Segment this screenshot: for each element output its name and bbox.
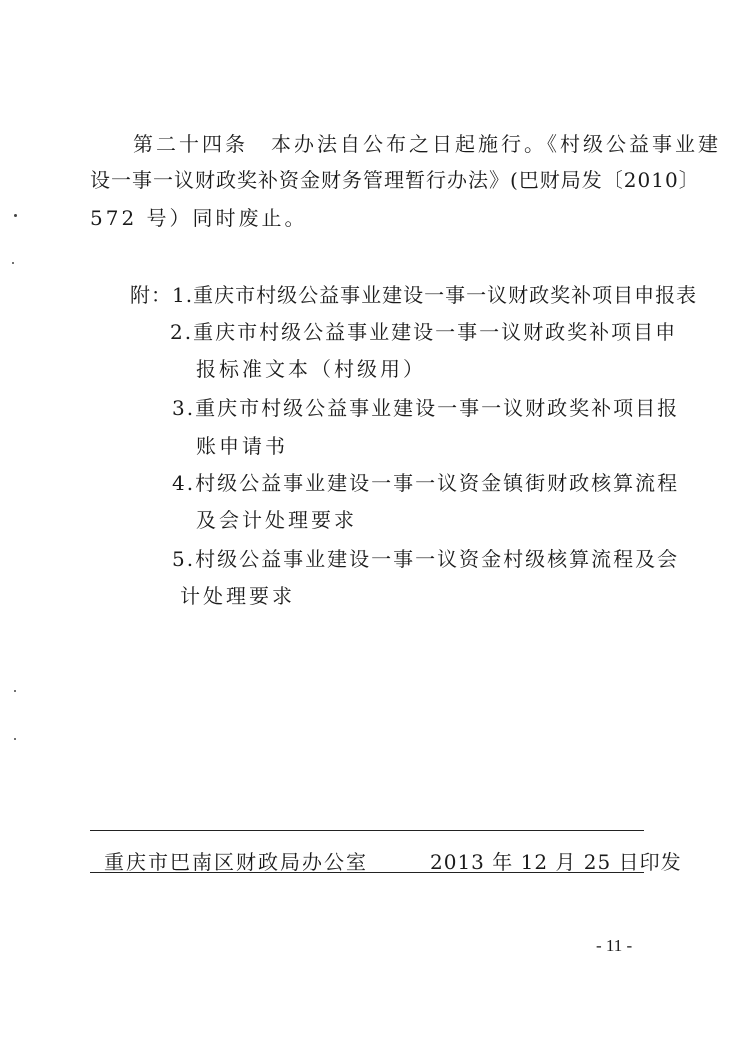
attachment-line-1: 附：1.重庆市村级公益事业建设一事一议财政奖补项目申报表 bbox=[130, 283, 698, 307]
attachment-line-4: 3.重庆市村级公益事业建设一事一议财政奖补项目报 bbox=[172, 396, 680, 420]
scan-speck bbox=[14, 738, 16, 740]
footer-date: 2013 年 12 月 25 日印发 bbox=[430, 850, 682, 874]
attachment-line-5: 账申请书 bbox=[196, 434, 288, 458]
article-line-2: 设一事一议财政奖补资金财务管理暂行办法》(巴财局发〔2010〕 bbox=[90, 168, 700, 192]
page-number: - 11 - bbox=[596, 936, 633, 955]
attachment-line-3: 报标准文本（村级用） bbox=[196, 357, 426, 381]
attachment-line-8: 5.村级公益事业建设一事一议资金村级核算流程及会 bbox=[172, 547, 680, 571]
footer-bottom-rule bbox=[90, 872, 644, 873]
attachment-line-9: 计处理要求 bbox=[180, 584, 295, 608]
article-line-3: 572 号）同时废止。 bbox=[90, 206, 308, 230]
scan-speck bbox=[12, 262, 14, 264]
footer-top-rule bbox=[90, 830, 644, 831]
attachment-line-6: 4.村级公益事业建设一事一议资金镇街财政核算流程 bbox=[172, 471, 680, 495]
article-line-1: 第二十四条 本办法自公布之日起施行。《村级公益事业建 bbox=[133, 132, 721, 156]
scan-speck bbox=[14, 690, 16, 692]
attachment-line-7: 及会计处理要求 bbox=[196, 508, 357, 532]
attachment-line-2: 2.重庆市村级公益事业建设一事一议财政奖补项目申 bbox=[170, 320, 678, 344]
footer-issuer: 重庆市巴南区财政局办公室 bbox=[104, 850, 368, 874]
scan-speck bbox=[14, 214, 17, 217]
